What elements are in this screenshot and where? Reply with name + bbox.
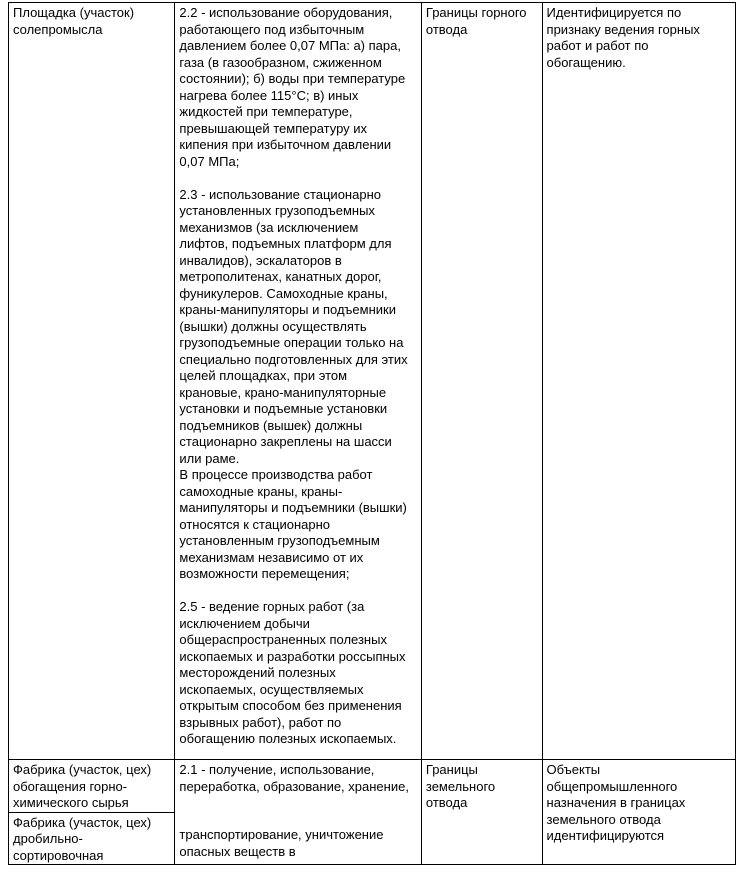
table-row bbox=[9, 760, 736, 813]
activity-text-bottom: транспортирование, уничтожение опасных веществ в bbox=[179, 827, 384, 859]
activity-cell: 2.2 - использование оборудования, работающего под избыточным давлением более 0,07 МПа: а) пара, газа (в газообразном, сжиженном состоянии); б) воды при температуре нагрева более 115°С; в) иных жидкостей при температуре, превышающей температуру их кипения при избыточном давлении 0,07 МПа; 2.3 - использование стационарно установленных грузоподъемных механизмов (за исключением лифтов, подъемных платформ для инвалидов), эскалаторов в метрополитенах, канатных дорог, фуникулеров. Самоходные краны, краны-манипуляторы и подъемники (вышки) должны осуществлять грузоподъемные операции только на специально подготовленных для этих целей площадках, при этом крановые, крано-манипуляторные установки и подъемные установки подъемников (вышек) должны стационарно закреплены на шасси или раме. В процессе производства работ самоходные краны, краны- манипуляторы и подъемники (вышки) относятся к стационарно установленным грузоподъемным механизмам независимо от их возможности перемещения; 2.5 - ведение горных работ (за исключением добычи общераспространенных полезных ископаемых и разработки россыпных месторождений полезных ископаемых, осуществляемых открытым способом без применения взрывных работ), работ по обогащению полезных ископаемых. bbox=[175, 3, 421, 760]
object-cell: Площадка (участок) солепромысла bbox=[9, 3, 175, 760]
criterion-cell: Объекты общепромышленного назначения в границах земельного отвода идентифицируются bbox=[542, 760, 735, 865]
activity-text-top: 2.1 - получение, использование, переработка, образование, хранение, bbox=[179, 762, 409, 794]
hazard-identification-table bbox=[8, 2, 736, 865]
boundary-cell: Границы горного отвода bbox=[421, 3, 542, 760]
object-cell: Фабрика (участок, цех) обогащения горно- химического сырья bbox=[9, 760, 175, 813]
criterion-cell: Идентифицируется по признаку ведения горных работ и работ по обогащению. bbox=[542, 3, 735, 760]
table-row bbox=[9, 3, 736, 760]
boundary-cell: Границы земельного отвода bbox=[421, 760, 542, 865]
object-cell: Фабрика (участок, цех) дробильно- сортировочная bbox=[9, 812, 175, 865]
activity-cell bbox=[175, 760, 421, 865]
